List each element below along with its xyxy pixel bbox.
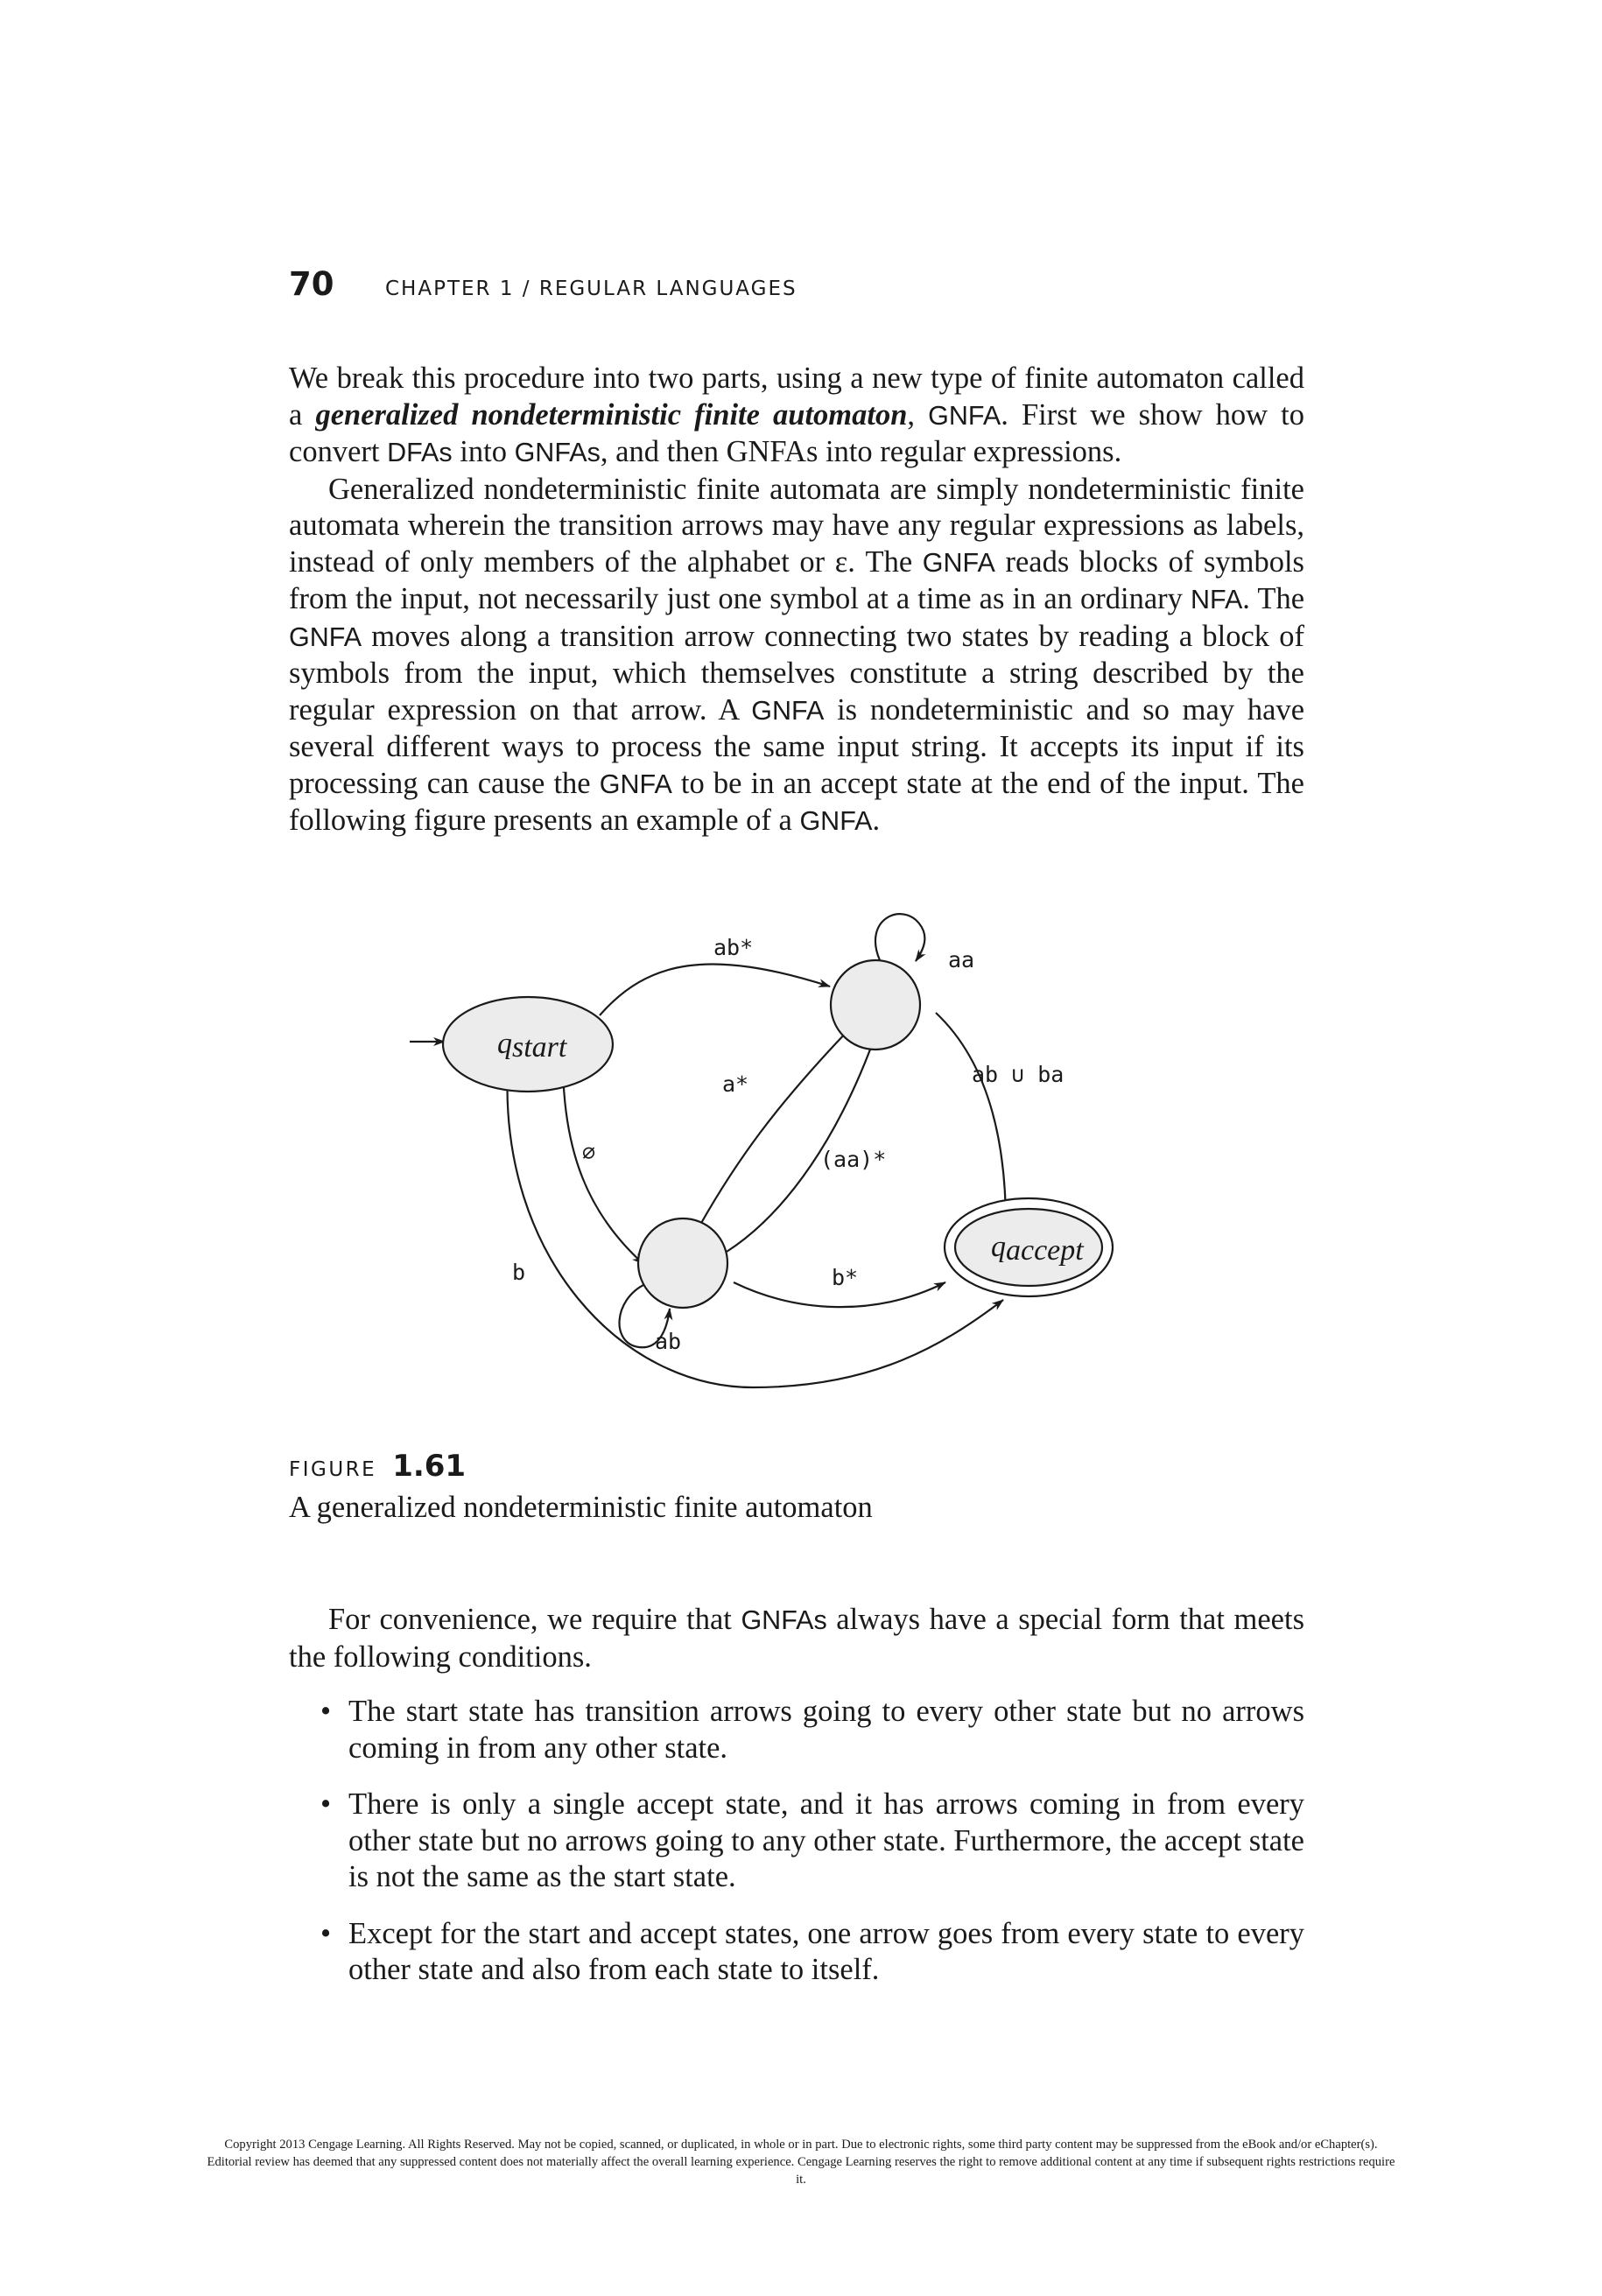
paragraph-3 bbox=[289, 1602, 1304, 1675]
figure-caption: A generalized nondeterministic finite automaton bbox=[289, 1491, 873, 1524]
body-text-top bbox=[289, 361, 1304, 840]
edge-start-to-bottom bbox=[563, 1068, 643, 1264]
list-item-text: There is only a single accept state, and it has arrows coming in from every other state but no arrows going to any other state. Furthermore, the accept state is not the same as the start state. bbox=[348, 1787, 1304, 1893]
text-run: is nondeterministic and so may have several different ways to process the same input string. It accepts its input if its processing can cause the bbox=[289, 692, 1305, 800]
text-run: , and then GNFAs into regular expressions. bbox=[600, 435, 1122, 468]
list-item-text: Except for the start and accept states, one arrow goes from every state to every other state and also from each state to itself. bbox=[348, 1916, 1304, 1986]
label-b: b bbox=[512, 1260, 526, 1285]
label-a-star: a* bbox=[722, 1071, 749, 1097]
text-run: , bbox=[907, 397, 929, 432]
label-b-star: b* bbox=[832, 1265, 859, 1290]
list-item bbox=[320, 1694, 1304, 1766]
acronym: DFAs bbox=[387, 438, 453, 467]
edge-start-to-top bbox=[600, 964, 830, 1015]
edge-top-to-bottom bbox=[692, 1031, 847, 1240]
label-ab-union-ba: ab ∪ ba bbox=[972, 1062, 1064, 1087]
acronym: GNFA bbox=[289, 621, 362, 652]
defined-term: generalized nondeterministic finite automaton bbox=[315, 397, 908, 432]
accept-state-label: qaccept bbox=[991, 1231, 1084, 1267]
gnfa-diagram bbox=[385, 888, 1138, 1431]
bullet-symbol: • bbox=[320, 1787, 332, 1821]
text-run: to be in an accept state at the end of the input. The following figure presents an example of a bbox=[289, 766, 1304, 837]
acronym: GNFAs bbox=[741, 1605, 827, 1635]
text-run: . First we show how to convert bbox=[289, 397, 1305, 468]
label-aa-paren-star: (aa)* bbox=[820, 1147, 887, 1172]
label-aa: aa bbox=[948, 947, 975, 972]
label-ab-star: ab* bbox=[713, 935, 754, 960]
start-state-label: qstart bbox=[497, 1028, 567, 1064]
text-run: into bbox=[452, 435, 515, 468]
list-item-text: The start state has transition arrows going to every other state but no arrows coming in from any other state. bbox=[348, 1695, 1304, 1765]
acronym: GNFA bbox=[799, 806, 873, 836]
acronym: GNFAs bbox=[514, 438, 601, 467]
acronym: NFA bbox=[1190, 585, 1243, 614]
text-run: Generalized nondeterministic finite automata are simply nondeterministic finite automata wherein the transition arrows may have any regular expressions as labels, instead of only members of the alphabet or ε. The bbox=[289, 472, 1304, 579]
conditions-list bbox=[320, 1694, 1304, 2009]
acronym: GNFA bbox=[928, 400, 1001, 431]
running-head: CHAPTER 1 / REGULAR LANGUAGES bbox=[385, 277, 797, 300]
edge-bottom-to-top bbox=[727, 1033, 876, 1252]
bullet-symbol: • bbox=[320, 1916, 332, 1950]
gnfa-figure bbox=[385, 888, 1138, 1431]
list-item bbox=[320, 1916, 1304, 1989]
body-text-bottom bbox=[289, 1602, 1304, 1675]
paragraph-1 bbox=[289, 361, 1304, 472]
copyright-notice: Copyright 2013 Cengage Learning. All Rights Reserved. May not be copied, scanned, or duplicated, in whole or in part. Due to electronic rights, some third party content may be suppressed from the eBook and/or eChapter(s). Editorial review has deemed that any suppressed content does not materially affect the overall learning experience. Cengage Learning reserves the right to remove additional content at any time if subsequent rights restrictions require it. bbox=[207, 2138, 1395, 2187]
page-number: 70 bbox=[289, 265, 334, 303]
figure-label bbox=[289, 1449, 466, 1484]
edge-top-self bbox=[875, 914, 924, 961]
text-run: . The bbox=[1242, 582, 1305, 615]
label-empty-set: ∅ bbox=[582, 1140, 596, 1165]
page-header bbox=[289, 265, 1304, 318]
text-run: moves along a transition arrow connecting two states by reading a block of symbols from the input, which themselves constitute a string described by the regular expression on that arrow. A bbox=[289, 619, 1304, 727]
text-run: reads blocks of symbols from the input, not necessarily just one symbol at a time as in an ordinary bbox=[289, 544, 1304, 615]
edge-start-to-accept bbox=[507, 1068, 1003, 1387]
figure-number: 1.61 bbox=[392, 1449, 467, 1484]
acronym: GNFA bbox=[751, 695, 825, 726]
state-bottom bbox=[638, 1218, 727, 1308]
list-item bbox=[320, 1787, 1304, 1896]
text-run: always have a special form that meets the following conditions. bbox=[289, 1603, 1304, 1674]
acronym: GNFA bbox=[599, 769, 672, 799]
text-run: For convenience, we require that bbox=[328, 1603, 741, 1636]
acronym: GNFA bbox=[922, 547, 995, 578]
bullet-symbol: • bbox=[320, 1695, 332, 1728]
text-run: We break this procedure into two parts, using a new type of finite automaton called a bbox=[289, 362, 1304, 432]
edge-top-to-accept bbox=[936, 1013, 1006, 1231]
text-run: . bbox=[872, 804, 881, 837]
label-ab: ab bbox=[655, 1329, 682, 1354]
state-top bbox=[831, 960, 920, 1050]
figure-label-word: FIGURE bbox=[289, 1458, 377, 1481]
paragraph-2 bbox=[289, 472, 1304, 840]
